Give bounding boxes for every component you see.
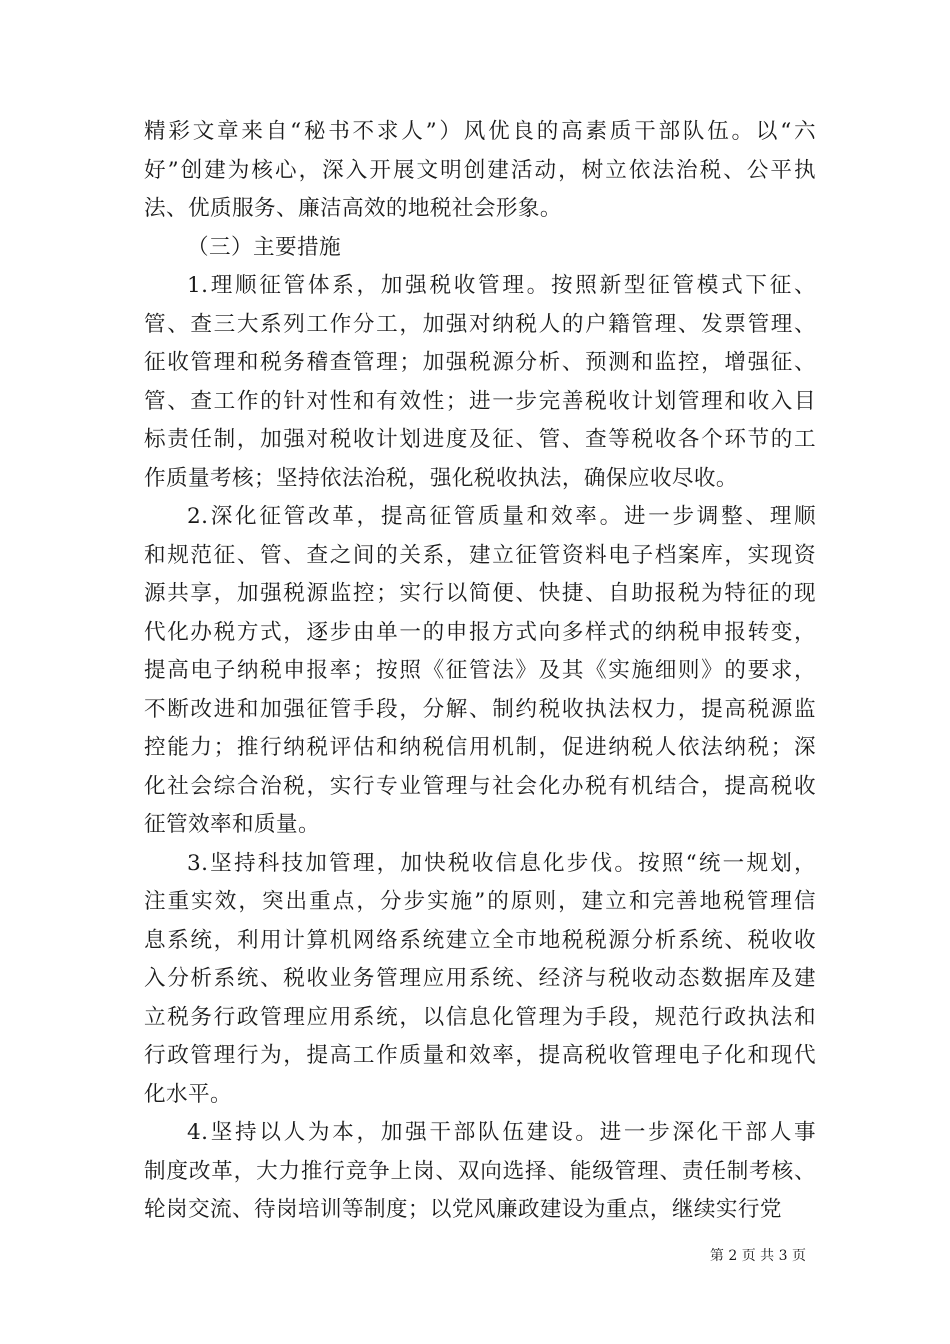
text-line: 法、优质服务、廉洁高效的地税社会形象。 <box>144 196 562 221</box>
text-line: 化水平。 <box>144 1081 232 1107</box>
text-line: 标责任制，加强对税收计划进度及征、管、查等税收各个环节的工 <box>144 427 816 452</box>
paragraph <box>144 118 816 223</box>
text-line: 注重实效，突出重点，分步实施”的原则，建立和完善地税管理信 <box>144 889 816 914</box>
text-line: 征收管理和税务稽查管理；加强税源分析、预测和监控，增强征、 <box>144 350 816 375</box>
text-line: 3.坚持科技加管理，加快税收信息化步伐。按照“统一规划， <box>187 850 816 876</box>
paragraph <box>144 850 816 1109</box>
text-line: 好”创建为核心，深入开展文明创建活动，树立依法治税、公平执 <box>144 157 816 183</box>
text-line: 代化办税方式，逐步由单一的申报方式向多样式的纳税申报转变， <box>144 619 816 645</box>
paragraph <box>144 272 816 493</box>
text-line: 管、查三大系列工作分工，加强对纳税人的户籍管理、发票管理、 <box>144 311 816 337</box>
document-body <box>144 118 816 1235</box>
text-line: 提高电子纳税申报率；按照《征管法》及其《实施细则》的要求， <box>144 658 816 683</box>
text-line: 入分析系统、税收业务管理应用系统、经济与税收动态数据库及建 <box>144 966 816 991</box>
text-line: 2.深化征管改革，提高征管质量和效率。进一步调整、理顺 <box>187 504 816 529</box>
text-line: 控能力；推行纳税评估和纳税信用机制，促进纳税人依法纳税；深 <box>144 735 816 760</box>
text-line: 化社会综合治税，实行专业管理与社会化办税有机结合，提高税收 <box>144 773 816 799</box>
text-line: 息系统，利用计算机网络系统建立全市地税税源分析系统、税收收 <box>144 927 816 953</box>
text-line: 立税务行政管理应用系统，以信息化管理为手段，规范行政执法和 <box>144 1004 816 1030</box>
text-line: 1.理顺征管体系，加强税收管理。按照新型征管模式下征、 <box>187 273 816 298</box>
text-line: 行政管理行为，提高工作质量和效率，提高税收管理电子化和现代 <box>144 1043 816 1068</box>
text-line: 管、查工作的针对性和有效性；进一步完善税收计划管理和收入目 <box>144 388 816 414</box>
text-line: 作质量考核；坚持依法治税，强化税收执法，确保应收尽收。 <box>144 465 738 491</box>
text-line: 和规范征、管、查之间的关系，建立征管资料电子档案库，实现资 <box>144 542 816 568</box>
page-footer: 第 2 页 共 3 页 <box>709 1248 806 1264</box>
paragraph <box>144 1119 816 1224</box>
paragraph <box>144 503 816 839</box>
text-line: 不断改进和加强征管手段，分解、制约税收执法权力，提高税源监 <box>144 696 816 722</box>
text-line: 精彩文章来自“秘书不求人”）风优良的高素质干部队伍。以“六 <box>144 119 816 144</box>
section-heading <box>144 234 816 262</box>
text-line: 制度改革，大力推行竞争上岗、双向选择、能级管理、责任制考核、 <box>144 1158 816 1184</box>
text-line: 4.坚持以人为本，加强干部队伍建设。进一步深化干部人事 <box>187 1120 816 1145</box>
text-line: 轮岗交流、待岗培训等制度；以党风廉政建设为重点，继续实行党 <box>144 1197 782 1222</box>
text-line: 征管效率和质量。 <box>144 812 320 837</box>
text-line: （三）主要措施 <box>187 234 341 260</box>
text-line: 源共享，加强税源监控；实行以简便、快捷、自助报税为特征的现 <box>144 581 816 606</box>
